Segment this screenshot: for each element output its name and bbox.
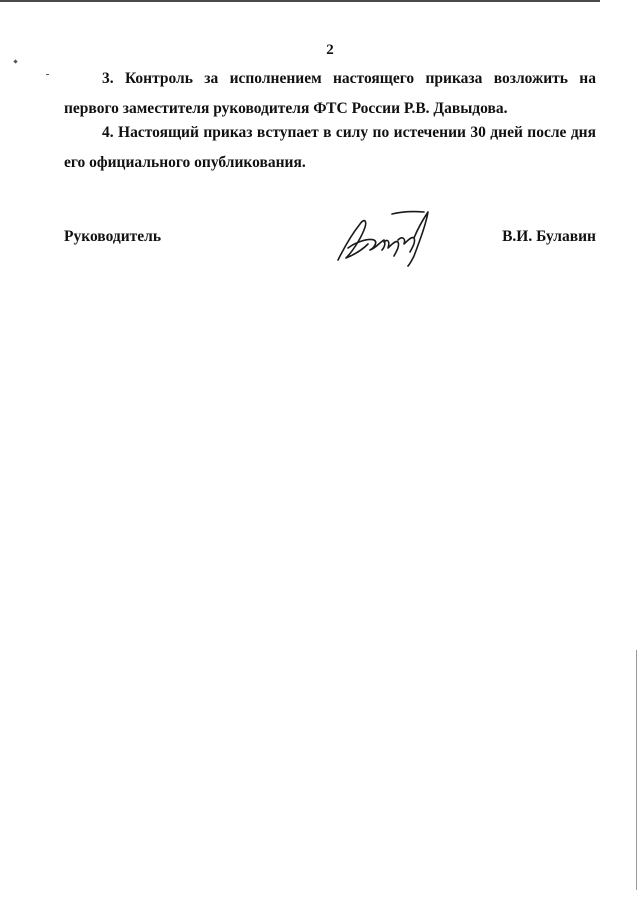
paragraph-text: 4. Настоящий приказ вступает в силу по истечении 30 дней после дня его официального опубликования.: [64, 124, 596, 171]
paragraph-text: 3. Контроль за исполнением настоящего приказа возложить на первого заместителя руководителя ФТС России Р.В. Давыдова.: [64, 70, 596, 117]
signatory-title: Руководитель: [64, 228, 162, 245]
page-number: 2: [326, 42, 334, 58]
scan-edge-line: [0, 0, 600, 2]
handwritten-signature: [334, 208, 434, 268]
scan-speck: [46, 74, 49, 75]
signatory-name: В.И. Булавин: [502, 228, 596, 245]
paragraph-3: [64, 64, 596, 124]
scan-speck: [636, 650, 637, 890]
scan-speck: [13, 59, 17, 63]
paragraph-4: [64, 118, 596, 178]
signature-block: [64, 222, 596, 272]
